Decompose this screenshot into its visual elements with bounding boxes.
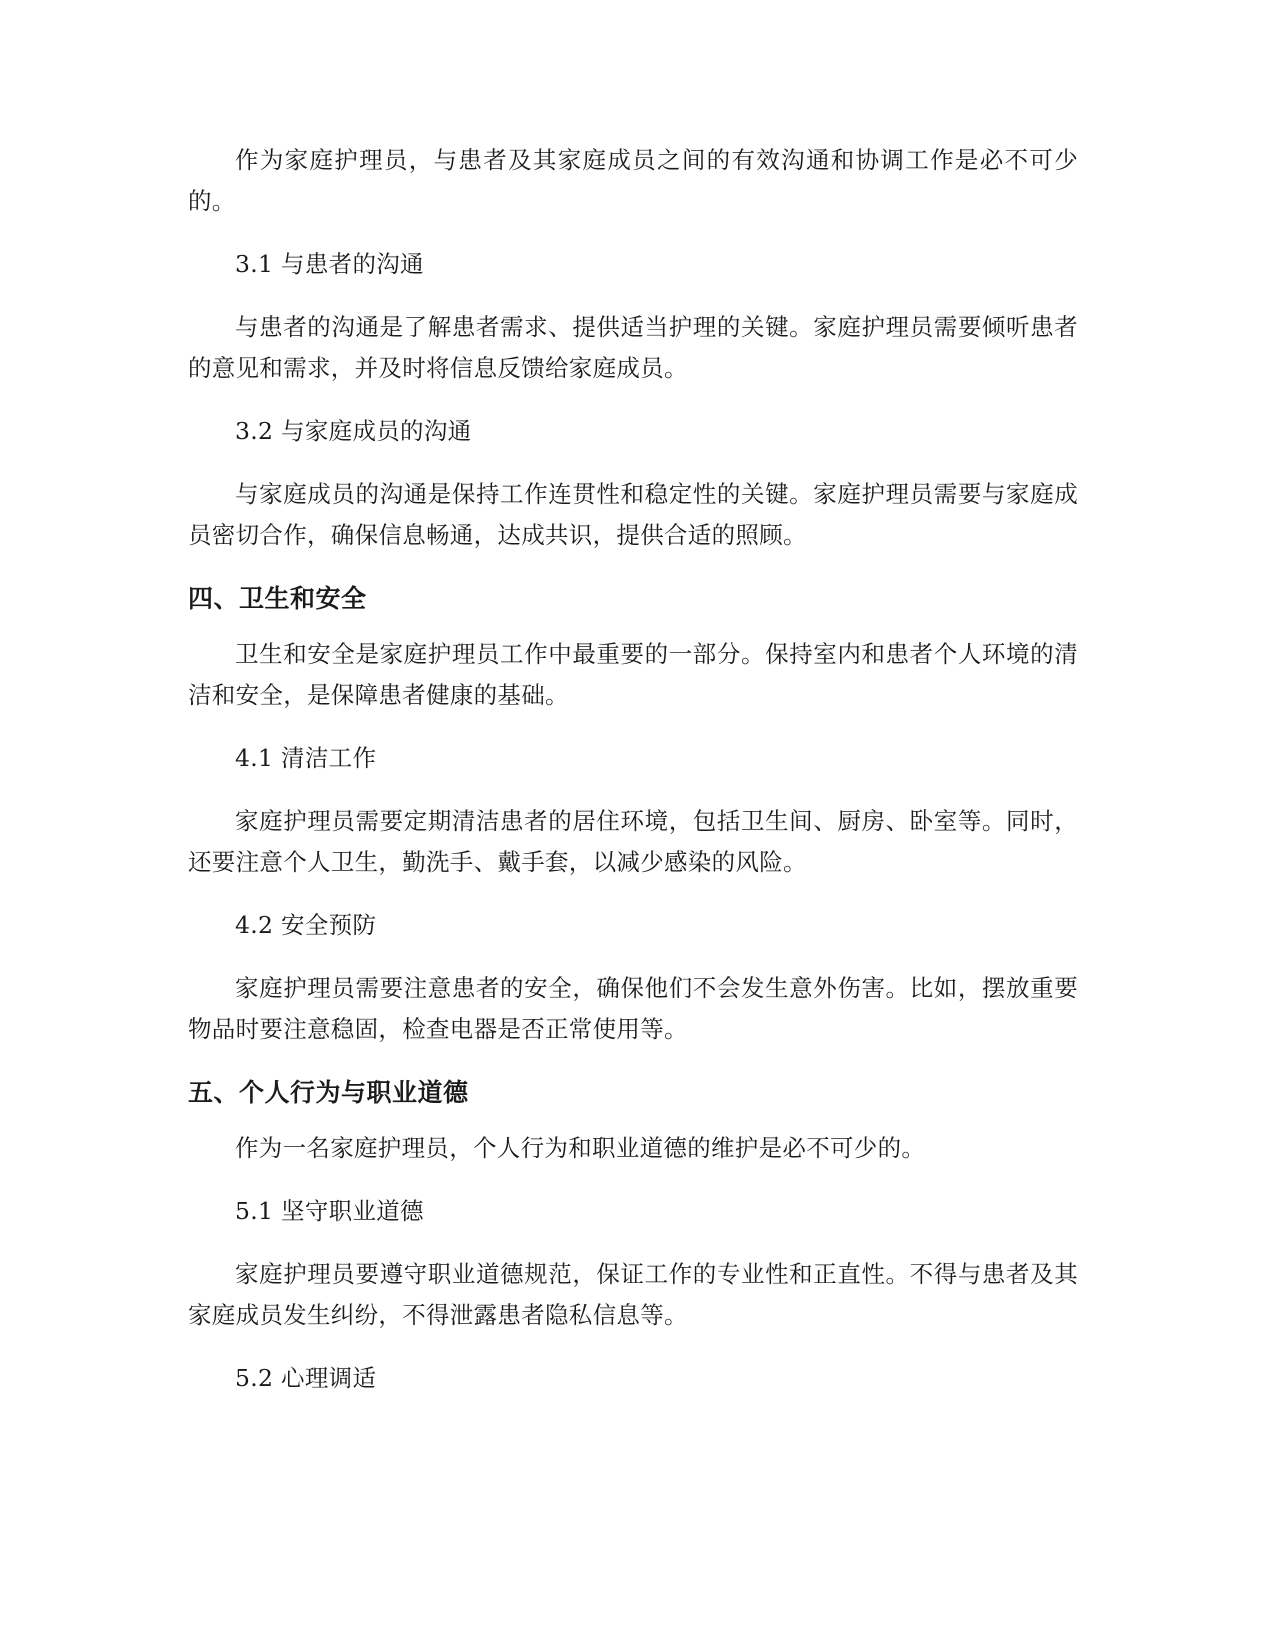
- subheading-4-1: 4.1 清洁工作: [235, 744, 377, 772]
- paragraph-hygiene-safety: 卫生和安全是家庭护理员工作中最重要的一部分。保持室内和患者个人环境的清洁和安全，是保障患者健康的基础。: [188, 640, 1078, 709]
- paragraph-professional-ethics: 家庭护理员要遵守职业道德规范，保证工作的专业性和正直性。不得与患者及其家庭成员发生纠纷，不得泄露患者隐私信息等。: [188, 1260, 1078, 1329]
- paragraph-family-communication: 与家庭成员的沟通是保持工作连贯性和稳定性的关键。家庭护理员需要与家庭成员密切合作，确保信息畅通，达成共识，提供合适的照顾。: [188, 480, 1078, 549]
- paragraph-cleaning: 家庭护理员需要定期清洁患者的居住环境，包括卫生间、厨房、卧室等。同时，还要注意个人卫生，勤洗手、戴手套，以减少感染的风险。: [188, 807, 1078, 876]
- paragraph-ethics-intro: 作为一名家庭护理员，个人行为和职业道德的维护是必不可少的。: [235, 1134, 926, 1162]
- document-body: [188, 140, 1078, 1421]
- section-heading-5: 五、个人行为与职业道德: [188, 1078, 469, 1107]
- subheading-5-2: 5.2 心理调适: [235, 1364, 377, 1392]
- subheading-5-1: 5.1 坚守职业道德: [235, 1197, 424, 1225]
- subheading-3-2: 3.2 与家庭成员的沟通: [235, 417, 472, 445]
- section-heading-4: 四、卫生和安全: [188, 584, 367, 613]
- subheading-4-2: 4.2 安全预防: [235, 911, 377, 939]
- subheading-3-1: 3.1 与患者的沟通: [235, 250, 424, 278]
- paragraph-patient-communication: 与患者的沟通是了解患者需求、提供适当护理的关键。家庭护理员需要倾听患者的意见和需求，并及时将信息反馈给家庭成员。: [188, 313, 1078, 382]
- paragraph-intro-communication: 作为家庭护理员，与患者及其家庭成员之间的有效沟通和协调工作是必不可少的。: [188, 146, 1078, 215]
- paragraph-safety-prevention: 家庭护理员需要注意患者的安全，确保他们不会发生意外伤害。比如，摆放重要物品时要注意稳固，检查电器是否正常使用等。: [188, 974, 1078, 1043]
